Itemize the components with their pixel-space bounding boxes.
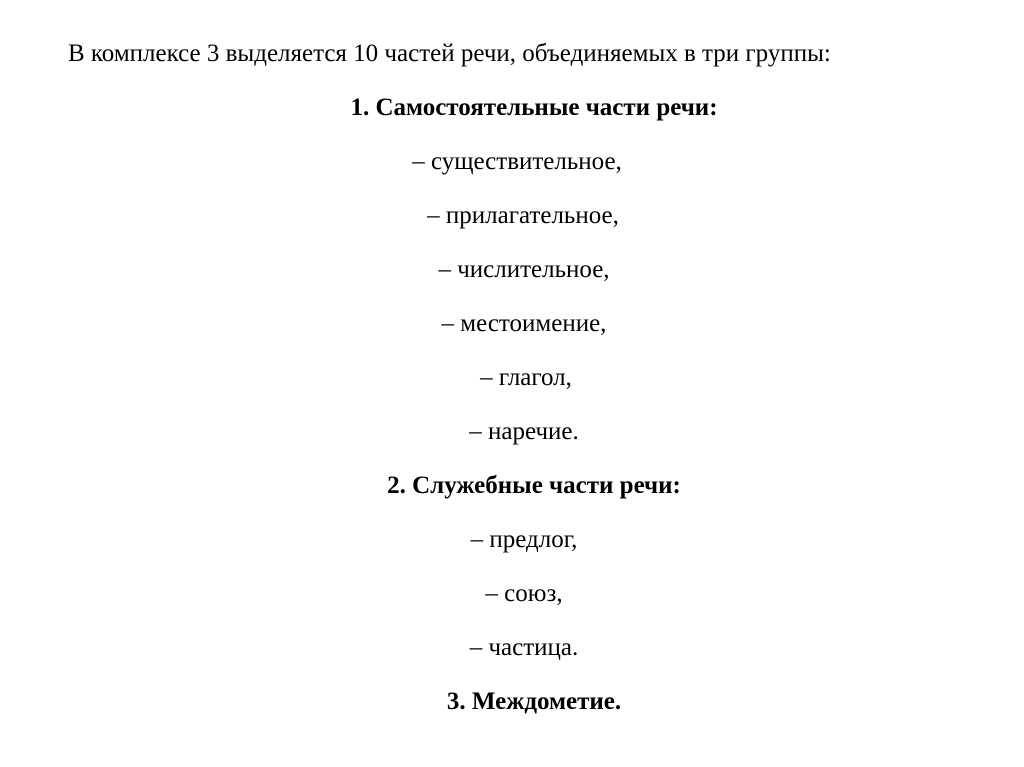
list-item: – предлог, xyxy=(470,526,578,553)
list-item: – прилагательное, xyxy=(427,202,619,229)
list-item: – существительное, xyxy=(412,148,622,175)
list-item: – частица. xyxy=(469,634,579,661)
list-item: – глагол, xyxy=(480,364,572,391)
list-item: – местоимение, xyxy=(441,310,607,337)
group1-title: 1. Самостоятельные части речи: xyxy=(350,94,718,121)
intro-text: В комплексе 3 выделяется 10 частей речи, объединяемых в три группы: xyxy=(68,40,831,67)
list-item: – наречие. xyxy=(469,418,579,445)
group2-title: 2. Служебные части речи: xyxy=(387,472,681,499)
group3-title: 3. Междометие. xyxy=(446,688,622,715)
list-item: – союз, xyxy=(485,580,563,607)
list-item: – числительное, xyxy=(438,256,610,283)
